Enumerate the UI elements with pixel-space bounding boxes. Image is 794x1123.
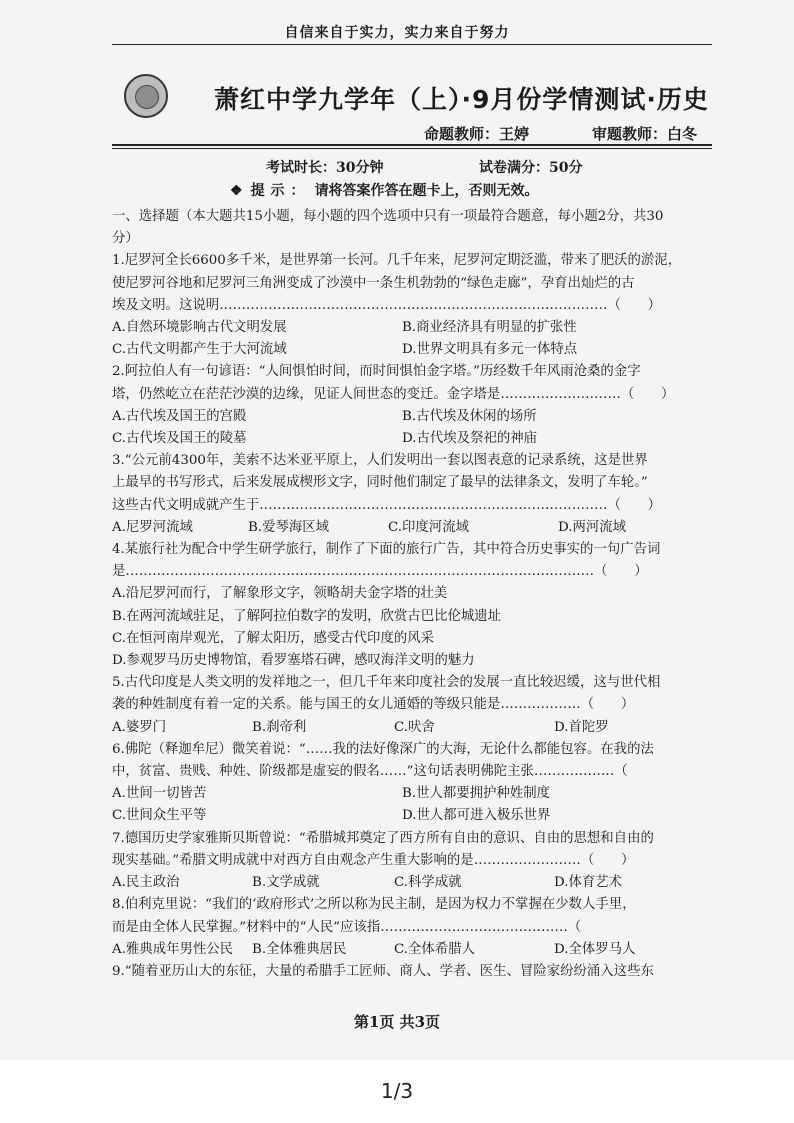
exam-full-score: 试卷满分：50分 [479, 160, 583, 176]
option-c: C.吠舍 [394, 719, 435, 735]
hint-text: 请将答案作答在题卡上，否则无效。 [314, 183, 539, 199]
page-footer: 第1页 共3页 [353, 1013, 441, 1031]
motto-divider [112, 44, 712, 45]
option-a: A.民主政治 [112, 875, 180, 891]
header-divider-thin [112, 148, 712, 149]
exam-title: 萧红中学九学年（上）·9月份学情测试·历史 [214, 85, 709, 114]
option-a: A.尼罗河流域 [112, 519, 193, 535]
option-d: D.首陀罗 [554, 719, 609, 735]
question-5-stem: 5.古代印度是人类文明的发祥地之一，但几千年来印度社会的发展一直比较迟缓，这与世代相 [112, 675, 661, 691]
option-d: D.两河流域 [558, 519, 627, 535]
question-7-stem: 7.德国历史学家雅斯贝斯曾说：“希腊城邦奠定了西方所有自由的意识、自由的思想和自由的 [112, 830, 654, 846]
question-3-stem: 3.“公元前4300年，美索不达米亚平原上，人们发明出一套以图表意的记录系统，这是世界 [112, 453, 648, 469]
question-9-stem: 9.“随着亚历山大的东征，大量的希腊手工匠师、商人、学者、医生、冒险家纷纷涌入这些东 [112, 963, 654, 979]
option-c: C.科学成就 [394, 875, 462, 891]
question-8-options [112, 939, 718, 961]
exam-duration: 考试时长：30分钟 [266, 160, 384, 176]
question-reviewer: 审题教师：白冬 [592, 125, 698, 143]
question-1-stem: 埃及文明。这说明……………………………………………………………………………（ ） [112, 297, 662, 313]
option-b: B.古代埃及休闲的场所 [402, 408, 537, 424]
option-c: C.全体希腊人 [394, 941, 475, 957]
question-5-stem: 袭的种姓制度有着一定的关系。能与国王的女儿通婚的等级只能是………………（ ） [112, 697, 635, 713]
question-3-stem: 这些古代文明成就产生于……………………………………………………………………（ ） [112, 497, 662, 513]
question-5-options [112, 717, 718, 739]
question-7-stem: 现实基础。”希腊文明成就中对西方自由观念产生重大影响的是……………………（ ） [112, 852, 635, 868]
question-4-stem: 4.某旅行社为配合中学生研学旅行，制作了下面的旅行广告，其中符合历史事实的一句广告词 [112, 542, 661, 558]
question-content [112, 206, 718, 983]
motto: 自信来自于实力，实力来自于努力 [284, 25, 510, 41]
option-c: C.世间众生平等 [112, 808, 207, 824]
question-2-options [112, 406, 718, 450]
option-d: D.世界文明具有多元一体特点 [402, 342, 578, 358]
hint-label: 提示： [250, 183, 311, 199]
option-b: B.商业经济具有明显的扩张性 [402, 320, 577, 336]
exam-hint [230, 180, 539, 200]
option-a: A.雅典成年男性公民 [112, 941, 234, 957]
question-6-stem: 中，贫富、贵贱、种姓、阶级都是虚妄的假名……”这句话表明佛陀主张………………（ [112, 764, 628, 780]
option-a: A.自然环境影响古代文明发展 [112, 320, 287, 336]
question-6-options [112, 783, 718, 827]
question-8-stem: 8.伯利克里说：“我们的‘政府形式’之所以称为民主制，是因为权力不掌握在少数人手里， [112, 897, 636, 913]
hint-diamond-icon: ❖ [230, 183, 243, 199]
question-1-options [112, 317, 718, 361]
question-setter: 命题教师：王婷 [424, 125, 530, 143]
question-3-stem: 上最早的书写形式，后来发展成楔形文字，同时他们制定了最早的法律条文，发明了车轮。” [112, 475, 648, 491]
option-c: C.在恒河南岸观光，了解太阳历，感受古代印度的风采 [112, 630, 435, 646]
question-8-stem: 而是由全体人民掌握。”材料中的“人民”应该指……………………………………（ [112, 919, 582, 935]
option-b: B.在两河流域驻足，了解阿拉伯数字的发明，欣赏古巴比伦城遗址 [112, 608, 502, 624]
question-7-options [112, 872, 718, 894]
option-b: B.刹帝利 [252, 719, 307, 735]
question-2-stem: 2.阿拉伯人有一句谚语：“人间惧怕时间，而时间惧怕金字塔。”历经数千年风雨沧桑的金字 [112, 364, 641, 380]
option-c: C.印度河流域 [388, 519, 469, 535]
option-b: B.世人都要拥护种姓制度 [402, 786, 551, 802]
option-a: A.婆罗门 [112, 719, 167, 735]
section-heading: 一、选择题（本大题共15小题，每小题的四个选项中只有一项最符合题意，每小题2分，共30 [112, 209, 664, 224]
question-1-stem: 1.尼罗河全长6600多千米，是世界第一长河。几千年来，尼罗河定期泛滥，带来了肥沃的淤泥， [112, 253, 682, 269]
question-6-stem: 6.佛陀（释迦牟尼）微笑着说：“……我的法好像深广的大海，无论什么都能包容。在我的法 [112, 741, 654, 757]
question-4-stem: 是……………………………………………………………………………………………（ ） [112, 564, 648, 580]
option-d: D.世人都可进入极乐世界 [402, 808, 551, 824]
option-b: B.文学成就 [252, 875, 320, 891]
section-heading-cont: 分） [112, 231, 139, 247]
option-a: A.沿尼罗河而行，了解象形文字，领略胡夫金字塔的壮美 [112, 586, 448, 602]
option-c: C.古代埃及国王的陵墓 [112, 431, 247, 447]
option-c: C.古代文明都产生于大河流域 [112, 342, 287, 358]
option-d: D.参观罗马历史博物馆，看罗塞塔石碑，感叹海洋文明的魅力 [112, 653, 475, 669]
question-1-stem: 使尼罗河谷地和尼罗河三角洲变成了沙漠中一条生机勃勃的“绿色走廊”，孕育出灿烂的古 [112, 275, 635, 291]
question-2-stem: 塔，仍然屹立在茫茫沙漠的边缘，见证人间世态的变迁。金字塔是………………………（ ） [112, 386, 675, 402]
option-a: A.古代埃及国王的宫殿 [112, 408, 247, 424]
option-b: B.爱琴海区域 [248, 519, 330, 535]
option-d: D.体育艺术 [554, 875, 623, 891]
option-d: D.古代埃及祭祀的神庙 [402, 431, 538, 447]
school-emblem-icon [124, 74, 168, 118]
header-divider-thick [112, 144, 712, 146]
option-d: D.全体罗马人 [554, 941, 636, 957]
option-b: B.全体雅典居民 [252, 941, 347, 957]
option-a: A.世间一切皆苦 [112, 786, 207, 802]
question-3-options [112, 517, 718, 539]
page-indicator: 1/3 [380, 1079, 414, 1103]
